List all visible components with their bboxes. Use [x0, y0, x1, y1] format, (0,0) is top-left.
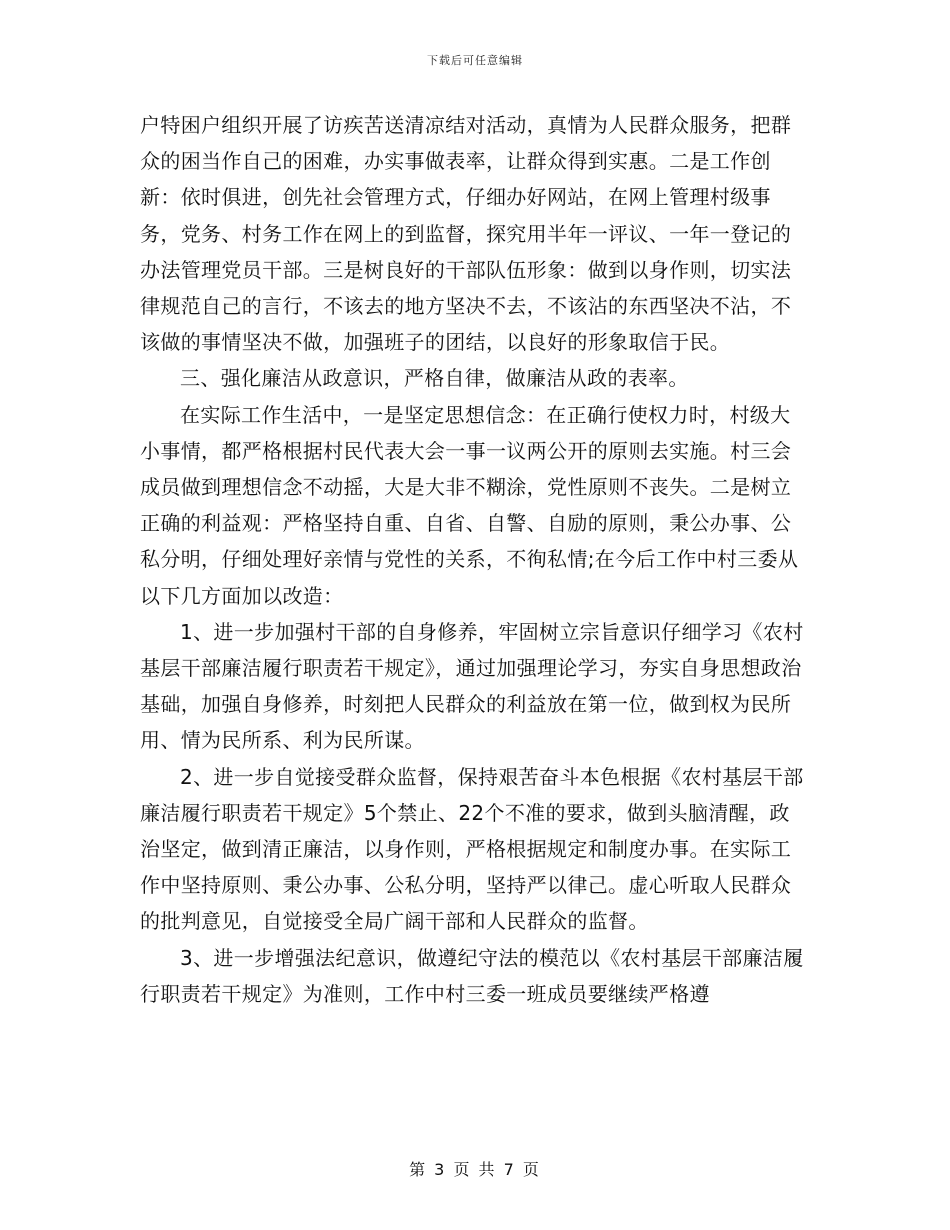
paragraph-3: 在实际工作生活中，一是坚定思想信念：在正确行使权力时，村级大小事情，都严格根据村民代表大会一事一议两公开的原则去实施。村三会成员做到理想信念不动摇，大是大非不糊涂，党性原则不丧失。二是树立正确的利益观：严格坚持自重、自省、自警、自励的原则，秉公办事、公私分明，仔细处理好亲情与党性的关系，不徇私情;在今后工作中村三委从以下几方面加以改造：: [140, 402, 799, 608]
page-header: 下载后可任意编辑: [427, 54, 523, 67]
page-number: 第 3 页 共 7 页: [409, 1160, 541, 1179]
list-item-1: 1、进一步加强村干部的自身修养，牢固树立宗旨意识仔细学习《农村基层干部廉洁履行职责若干规定》，通过加强理论学习，夯实自身思想政治基础，加强自身修养，时刻把人民群众的利益放在第一位，做到权为民所用、情为民所系、利为民所谋。: [140, 619, 804, 753]
list-item-2: 2、进一步自觉接受群众监督，保持艰苦奋斗本色根据《农村基层干部廉洁履行职责若干规定》5个禁止、22个不准的要求，做到头脑清醒，政治坚定，做到清正廉洁，以身作则，严格根据规定和制度办事。在实际工作中坚持原则、秉公办事、公私分明，坚持严以律己。虚心听取人民群众的批判意见，自觉接受全局广阔干部和人民群众的监督。: [140, 764, 804, 934]
list-item-3: 3、进一步增强法纪意识，做遵纪守法的模范以《农村基层干部廉洁履行职责若干规定》为准则，工作中村三委一班成员要继续严格遵: [140, 945, 804, 1006]
document-body: [140, 107, 805, 1012]
paragraph-1: 户特困户组织开展了访疾苦送清凉结对活动，真情为人民群众服务，把群众的困当作自己的困难，办实事做表率，让群众得到实惠。二是工作创新：依时俱进，创先社会管理方式，仔细办好网站，在网上管理村级事务，党务、村务工作在网上的到监督，探究用半年一评议、一年一登记的办法管理党员干部。三是树良好的干部队伍形象：做到以身作则，切实法律规范自己的言行，不该去的地方坚决不去，不该沾的东西坚决不沾，不该做的事情坚决不做，加强班子的团结，以良好的形象取信于民。: [140, 113, 792, 355]
section-heading-3: 三、强化廉洁从政意识，严格自律，做廉洁从政的表率。: [180, 366, 689, 391]
